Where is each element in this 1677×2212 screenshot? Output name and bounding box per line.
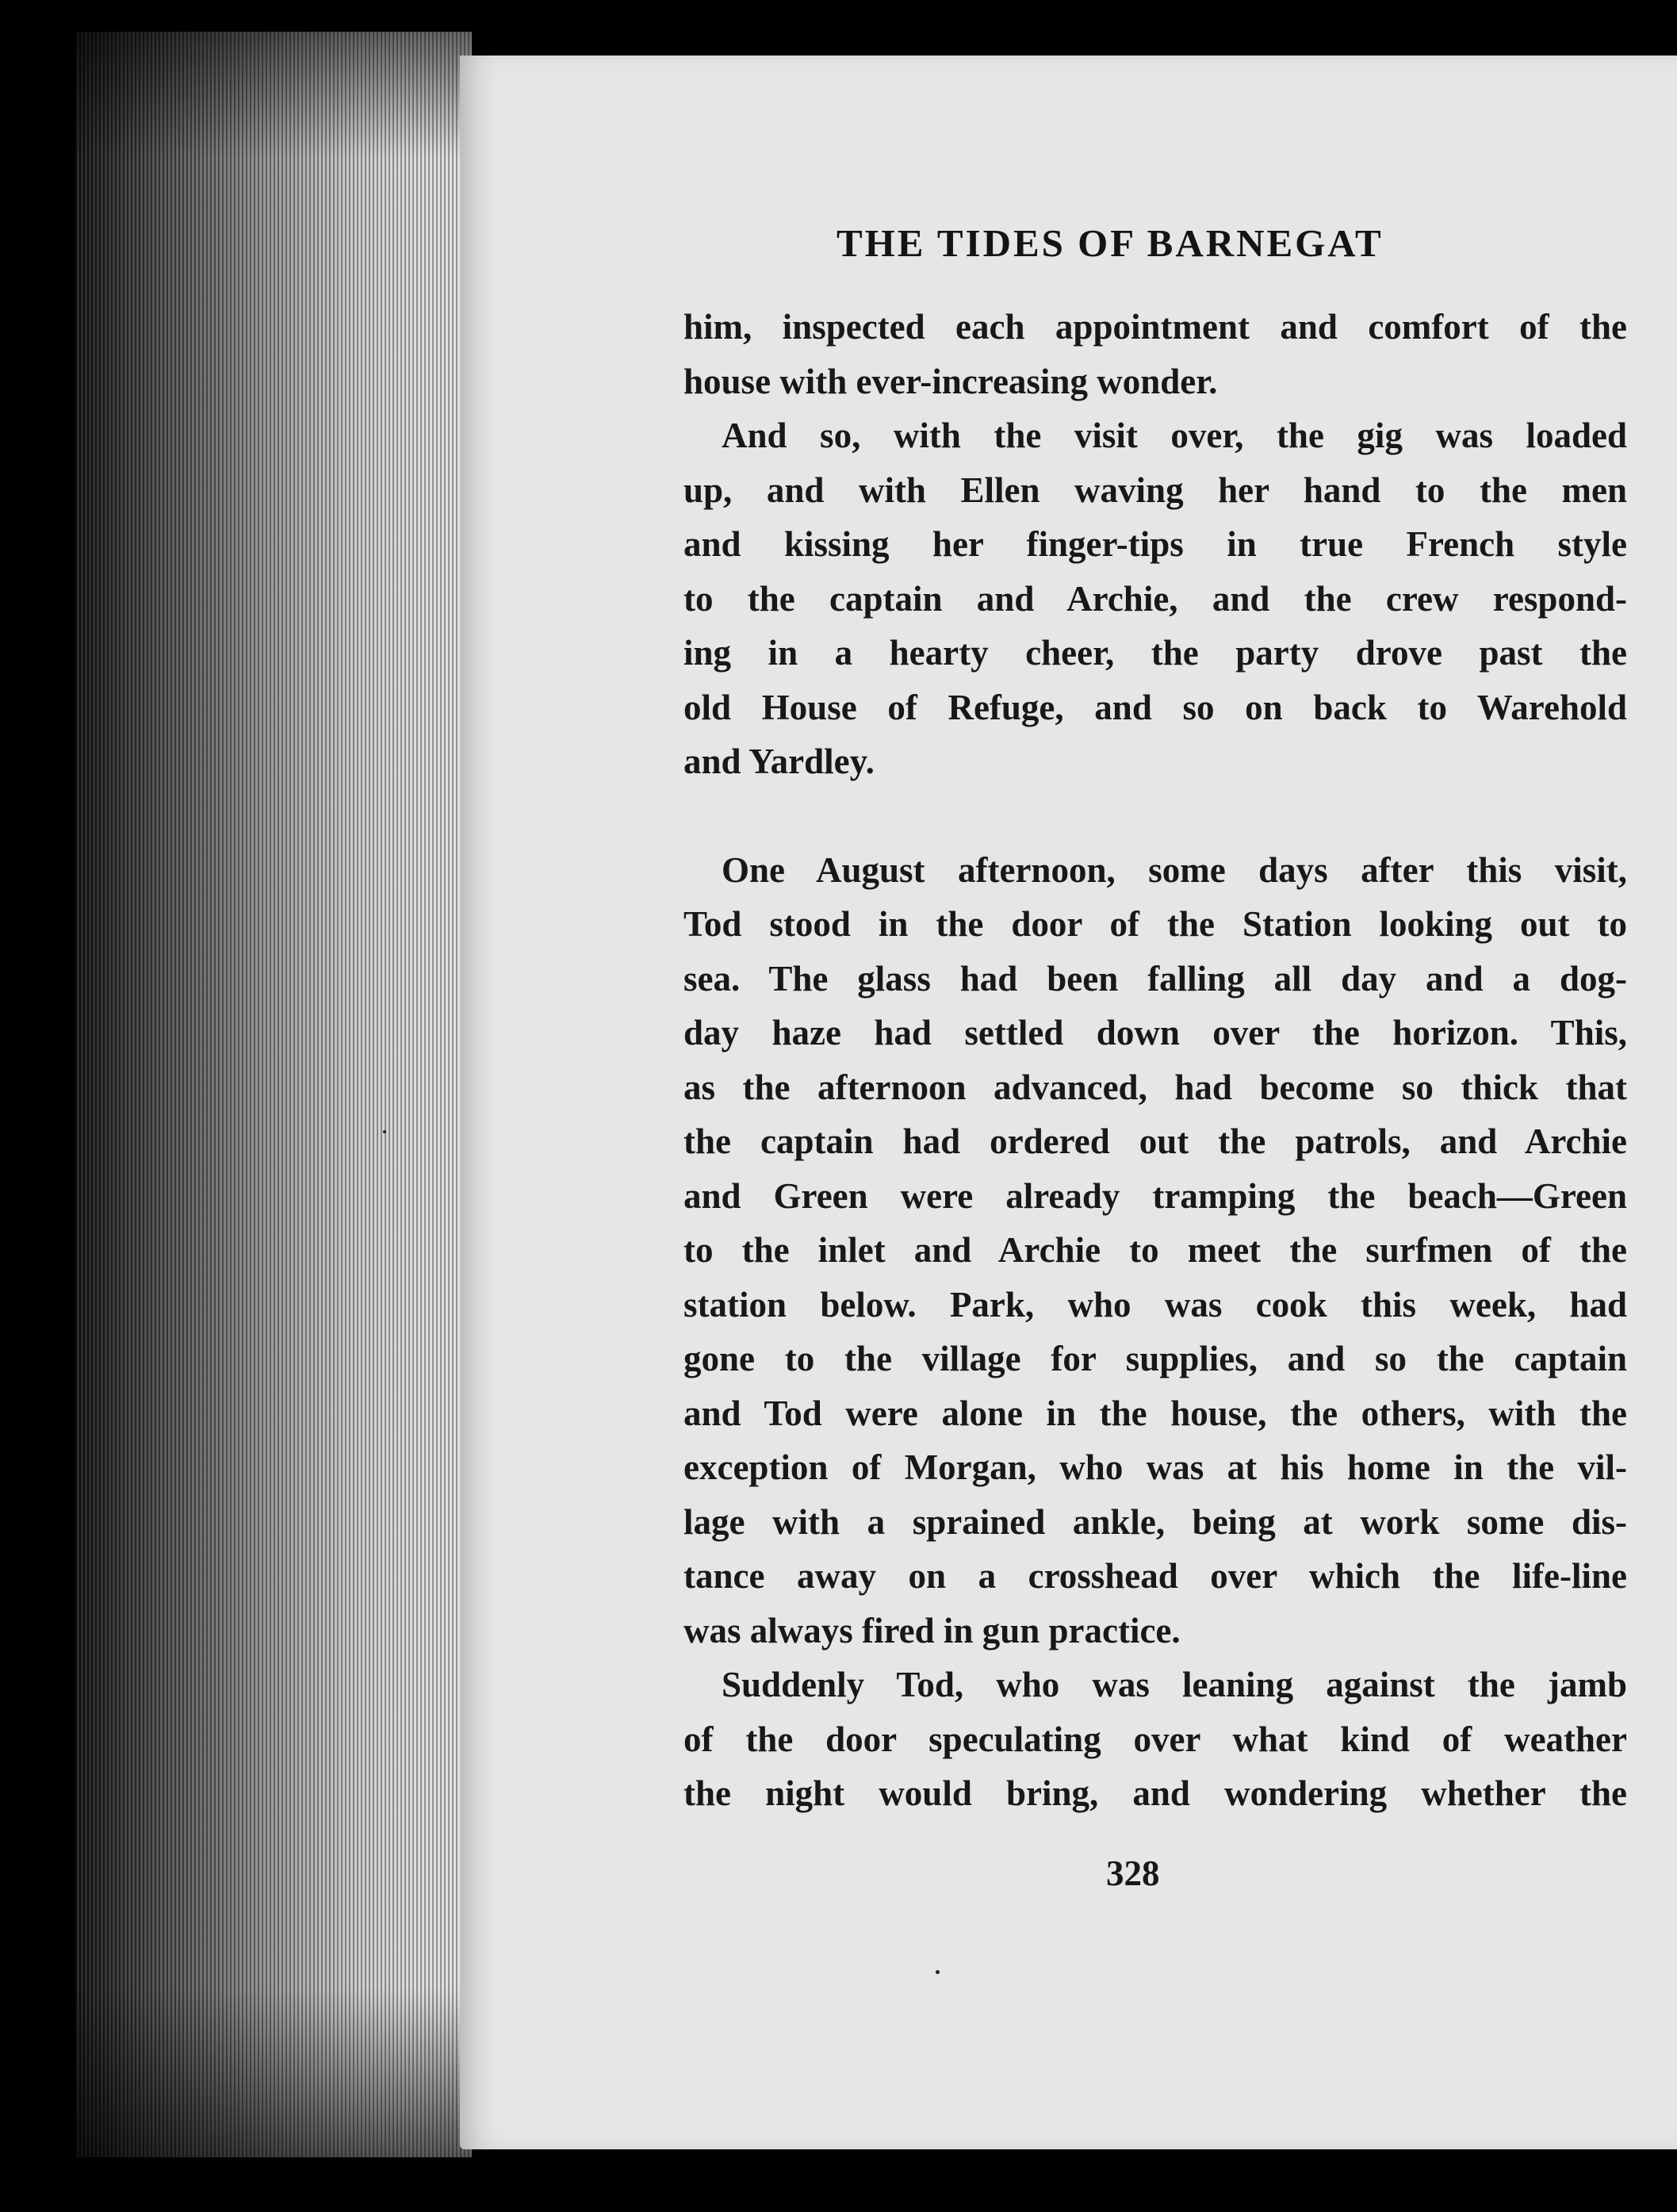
text-line: the captain had ordered out the patrols, and Archie	[683, 1121, 1627, 1161]
text-line: of the door speculating over what kind of weather	[683, 1719, 1627, 1759]
text-line: station below. Park, who was cook this week, had	[683, 1284, 1627, 1325]
text-line: him, inspected each appointment and comfort of the	[683, 307, 1627, 347]
section-break	[683, 789, 1627, 843]
text-line: to the inlet and Archie to meet the surfmen of the	[683, 1230, 1627, 1270]
text-line: up, and with Ellen waving her hand to the men	[683, 470, 1627, 510]
text-line: Tod stood in the door of the Station looking out to	[683, 904, 1627, 944]
text-line: lage with a sprained ankle, being at work some dis-	[683, 1501, 1627, 1542]
text-line: day haze had settled down over the horizon. This,	[683, 1013, 1627, 1052]
scan-speck	[383, 1130, 386, 1133]
text-line: And so, with the visit over, the gig was loaded	[722, 416, 1627, 455]
scan-speck	[936, 1970, 940, 1974]
text-line: One August afternoon, some days after this visit,	[722, 849, 1627, 890]
text-line: and Green were already tramping the beach—Green	[683, 1175, 1627, 1216]
text-line: house with ever-increasing wonder.	[683, 361, 1218, 401]
text-line: as the afternoon advanced, had become so thick that	[683, 1067, 1627, 1107]
text-line: the night would bring, and wondering whether the	[683, 1773, 1627, 1813]
text-line: Suddenly Tod, who was leaning against the jamb	[722, 1665, 1627, 1704]
text-line: and Yardley.	[683, 742, 875, 781]
page-number: 328	[1106, 1854, 1160, 1893]
text-line: sea. The glass had been falling all day and a dog-	[683, 958, 1627, 999]
body-text	[683, 300, 1627, 1821]
text-line: and Tod were alone in the house, the others, with the	[683, 1393, 1627, 1433]
text-line: ing in a hearty cheer, the party drove past the	[683, 633, 1627, 673]
text-line: tance away on a crosshead over which the life-line	[683, 1556, 1627, 1596]
text-line: was always fired in gun practice.	[683, 1610, 1181, 1650]
text-line: and kissing her finger-tips in true French style	[683, 524, 1627, 564]
text-line: exception of Morgan, who was at his home in the vil-	[683, 1447, 1627, 1487]
text-line: old House of Refuge, and so on back to Warehold	[683, 687, 1627, 727]
page-edges-shadow	[75, 32, 472, 2157]
text-line: to the captain and Archie, and the crew respond-	[683, 578, 1627, 619]
running-head: THE TIDES OF BARNEGAT	[837, 221, 1384, 265]
text-line: gone to the village for supplies, and so the captain	[683, 1339, 1627, 1378]
